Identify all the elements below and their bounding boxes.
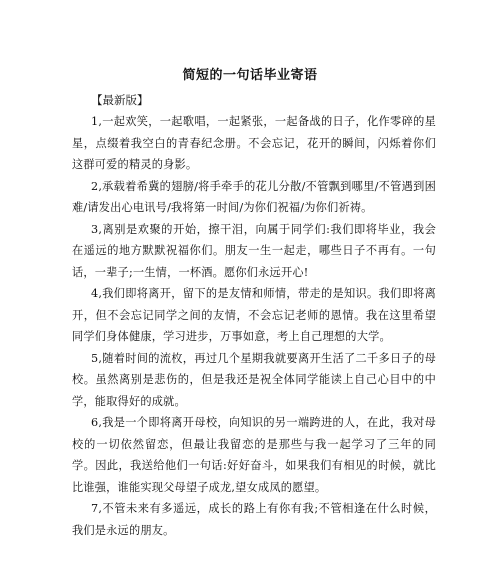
- paragraph-5: 5,随着时间的流枚，再过几个星期我就要离开生活了二千多日子的母校。虽然离别是悲伤的，但是我还是祝全体同学能读上自己心目中的中学，能取得好的成就。: [72, 351, 436, 408]
- paragraph-2: 2,承载着希冀的翅膀/将手牵手的花儿分散/不管飘到哪里/不管遇到困难/请发出心电讯号/我将第一时间/为你们祝福/为你们祈祷。: [72, 179, 436, 214]
- version-label: 【最新版】: [91, 93, 149, 107]
- paragraph-6: 6,我是一个即将离开母校，向知识的另一端跨进的人，在此，我对母校的一切依然留恋，但最让我留恋的是那些与我一起学习了三年的同学。因此，我送给他们一句话:好好奋斗，如果我们有相见的时候，就比比谁强，谁能实现父母望子成龙,望女成凤的愿望。: [72, 416, 436, 494]
- paragraph-3: 3,离别是欢聚的开始，擦干泪，向属于同学们:我们即将毕业，我会在遥远的地方默默祝福你们。朋友一生一起走，哪些日子不再有。一句话，一辈子;一生情，一杯酒。愿你们永远开心!: [72, 222, 436, 279]
- paragraph-7: 7,不管未来有多遥远，成长的路上有你有我;不管相逢在什么时候，我们是永远的朋友。: [72, 502, 436, 537]
- paragraph-4: 4,我们即将离开，留下的是友情和师情，带走的是知识。我们即将离开，但不会忘记同学之间的友情，不会忘记老师的恩情。我在这里希望同学们身体健康，学习进步，万事如意，考上自己理想的大学。: [72, 287, 436, 343]
- page-title: 简短的一句话毕业寄语: [182, 68, 318, 83]
- body-text: [72, 111, 436, 541]
- paragraph-1: 1,一起欢笑，一起歌唱，一起紧张，一起备战的日子，化作零碎的星星，点缀着我空白的青春纪念册。不会忘记，花开的瞬间，闪烁着你们这群可爱的精灵的身影。: [72, 115, 436, 171]
